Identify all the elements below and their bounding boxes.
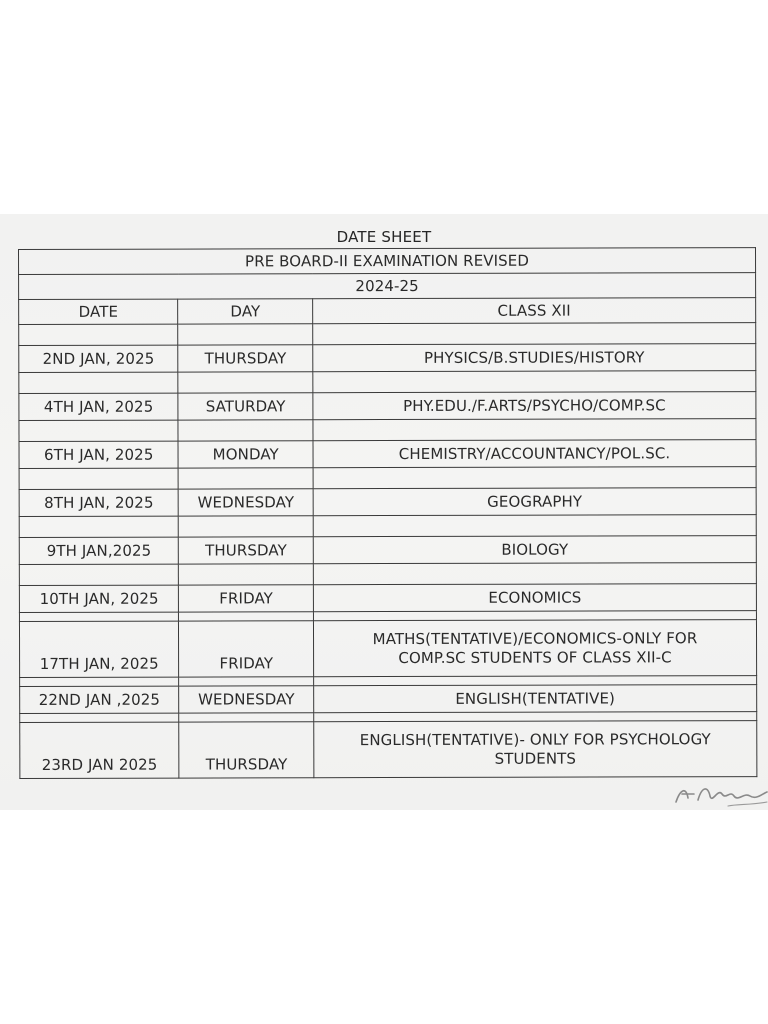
sheet-title: DATE SHEET [336, 228, 432, 246]
date-sheet-table [18, 247, 757, 779]
exam-subject-line: STUDENTS [494, 749, 577, 768]
exam-subject: ENGLISH(TENTATIVE) [314, 685, 757, 713]
exam-day: THURSDAY [178, 345, 313, 372]
handwritten-signature [668, 780, 768, 810]
table-row [19, 392, 756, 421]
table-row [20, 685, 757, 714]
table-row [20, 721, 757, 779]
spacer-row [19, 371, 756, 394]
exam-date: 9TH JAN,2025 [19, 537, 178, 564]
date-sheet-photo [0, 214, 768, 810]
exam-subject: CHEMISTRY/ACCOUNTANCY/POL.SC. [313, 440, 756, 468]
table-row [19, 344, 756, 373]
exam-subject: PHY.EDU./F.ARTS/PSYCHO/COMP.SC [313, 392, 756, 420]
exam-subject: BIOLOGY [313, 536, 756, 564]
exam-subject: GEOGRAPHY [313, 488, 756, 516]
exam-subject [314, 721, 757, 778]
column-header-row [19, 298, 756, 325]
exam-day: THURSDAY [179, 722, 314, 778]
exam-day: MONDAY [178, 441, 313, 468]
exam-subject: ECONOMICS [313, 584, 756, 612]
exam-subject-line: MATHS(TENTATIVE)/ECONOMICS-ONLY FOR [372, 628, 698, 648]
exam-day: SATURDAY [178, 393, 313, 420]
exam-title-row [19, 248, 756, 275]
exam-day: WEDNESDAY [179, 489, 314, 516]
spacer-row [19, 563, 756, 586]
exam-subject [313, 620, 756, 677]
exam-title: PRE BOARD-II EXAMINATION REVISED [19, 248, 756, 275]
spacer-row [19, 515, 756, 538]
exam-day: THURSDAY [179, 537, 314, 564]
exam-date: 4TH JAN, 2025 [19, 393, 178, 420]
spacer-row [19, 467, 756, 490]
exam-day: WEDNESDAY [179, 686, 314, 713]
column-header-class: CLASS XII [313, 298, 756, 324]
exam-date: 23RD JAN 2025 [20, 722, 180, 778]
table-row [19, 536, 756, 565]
exam-date: 6TH JAN, 2025 [19, 441, 178, 468]
exam-date: 8TH JAN, 2025 [19, 489, 178, 516]
exam-day: FRIDAY [179, 585, 314, 612]
column-header-date: DATE [19, 299, 178, 324]
exam-subject: PHYSICS/B.STUDIES/HISTORY [313, 344, 756, 372]
spacer-row [19, 323, 756, 346]
spacer-row [19, 419, 756, 442]
table-row [19, 620, 756, 678]
exam-date: 17TH JAN, 2025 [19, 621, 179, 677]
exam-subject-line: ENGLISH(TENTATIVE)- ONLY FOR PSYCHOLOGY [359, 729, 711, 749]
exam-day: FRIDAY [179, 621, 314, 677]
session-row [19, 273, 756, 300]
session-year: 2024-25 [19, 273, 756, 300]
table-row [19, 440, 756, 469]
exam-subject-line: COMP.SC STUDENTS OF CLASS XII-C [398, 647, 672, 667]
exam-date: 10TH JAN, 2025 [19, 585, 178, 612]
column-header-day: DAY [178, 299, 313, 324]
table-row [19, 488, 756, 517]
exam-date: 2ND JAN, 2025 [19, 345, 178, 372]
table-row [19, 584, 756, 613]
exam-date: 22ND JAN ,2025 [20, 686, 179, 713]
